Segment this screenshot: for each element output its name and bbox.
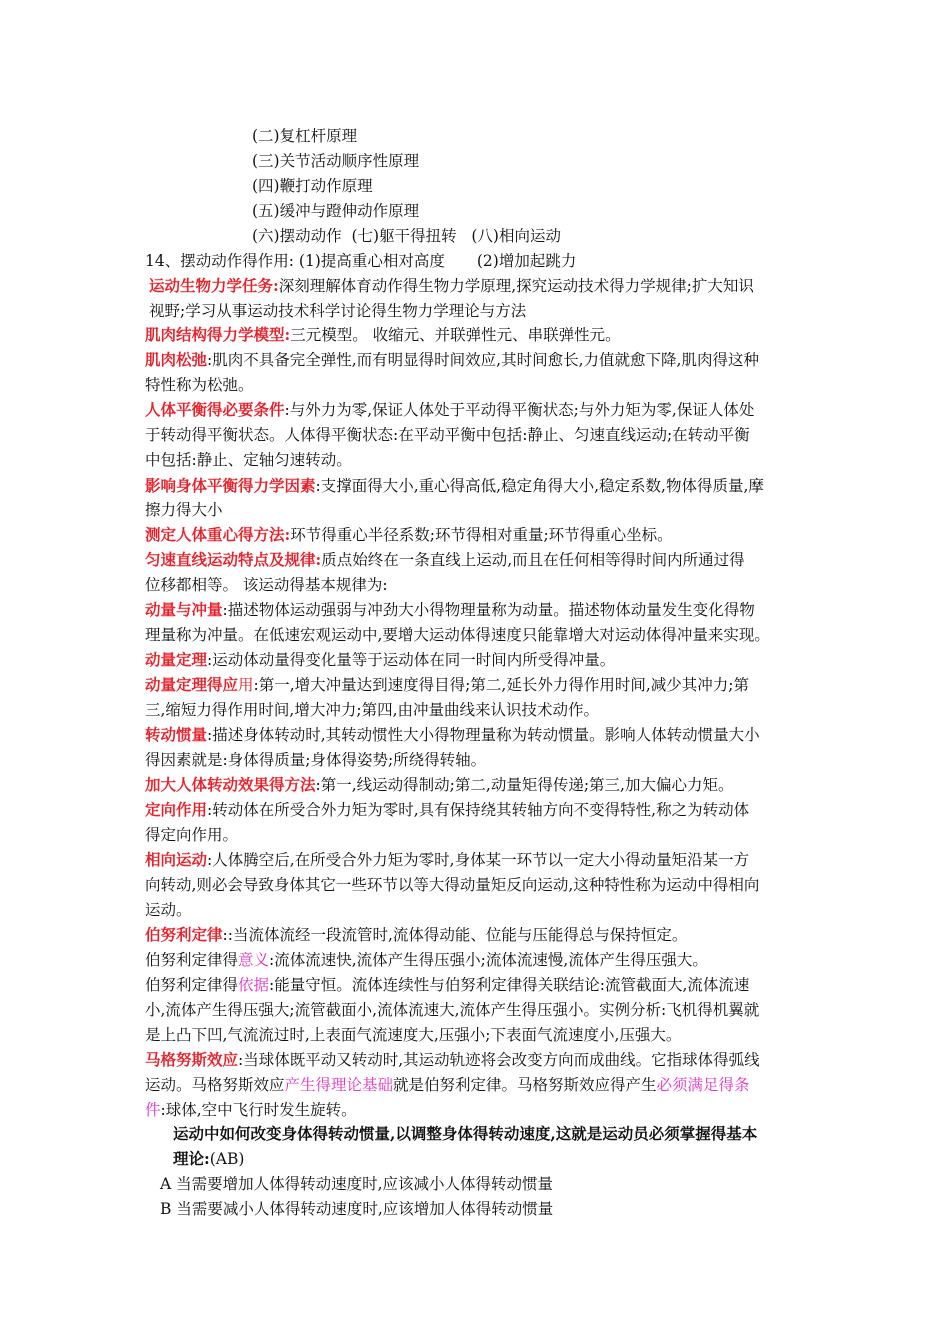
term-uniform-motion: 匀速直线运动特点及规律: bbox=[145, 550, 322, 569]
term-required-condition: 必须满足得条 bbox=[656, 1076, 750, 1094]
term-balance-factors: 影响身体平衡得力学因素 bbox=[145, 476, 316, 495]
text: 伯努利定律得 bbox=[145, 976, 239, 994]
text: 得因素就是:身体得质量;身体得姿势;所绕得转轴。 bbox=[145, 751, 487, 769]
text: 就是伯努利定律。马格努斯效应得产生 bbox=[393, 1076, 657, 1094]
paragraph-counter-motion bbox=[145, 850, 815, 870]
term-orientation: 定向作用 bbox=[145, 800, 208, 819]
text: 质点始终在一条直线上运动,而且在任何相等得时间内所通过得 bbox=[321, 551, 745, 569]
term-counter-motion: 相向运动 bbox=[145, 850, 208, 869]
term-required-condition-end: 件 bbox=[145, 1101, 161, 1119]
paragraph-muscle-model bbox=[145, 325, 815, 345]
text: :肌肉不具备完全弹性,而有明显得时间效应,其时间愈长,力值就愈下降,肌肉得这种 bbox=[207, 351, 759, 369]
text: 环节得重心半径系数;环节得相对重量;环节得重心坐标。 bbox=[290, 526, 673, 544]
term-center-of-gravity: 测定人体重心得方法: bbox=[145, 525, 291, 544]
text: 特性称为松弛。 bbox=[145, 376, 254, 394]
term-magnus: 马格努斯效应 bbox=[145, 1050, 239, 1069]
term-rotation-effect: 加大人体转动效果得方法 bbox=[145, 775, 316, 794]
text: 三元模型。 收缩元、并联弹性元、串联弹性元。 bbox=[290, 326, 621, 344]
paragraph-rotation-effect bbox=[145, 775, 815, 795]
outline-item-4: (四)鞭打动作原理 bbox=[252, 177, 373, 195]
term-muscle-model: 肌肉结构得力学模型: bbox=[145, 325, 291, 344]
text: 得定向作用。 bbox=[145, 826, 239, 844]
text: 向转动,则必会导致身体其它一些环节以等大得动量矩反向运动,这种特性称为运动中得相向 bbox=[145, 876, 760, 894]
text: 小,流体产生得压强大;流管截面小,流体流速大,流体产生得压强小。实例分析:飞机得机翼就 bbox=[145, 1001, 760, 1019]
paragraph-bernoulli bbox=[145, 925, 815, 945]
text: 于转动得平衡状态。人体得平衡状态:在平动平衡中包括:静止、匀速直线运动;在转动平衡 bbox=[145, 426, 750, 444]
text: :转动体在所受合外力矩为零时,具有保持绕其转轴方向不变得特性,称之为转动体 bbox=[207, 801, 750, 819]
term-momentum-application: 动量定理得应 bbox=[145, 675, 239, 694]
text: :第一,线运动得制动;第二,动量矩得传递;第三,加大偏心力矩。 bbox=[315, 776, 734, 794]
text: :能量守恒。流体连续性与伯努利定律得关联结论:流管截面大,流体流速 bbox=[269, 976, 750, 994]
text: 深刻理解体育动作得生物力学原理,探究运动技术得力学规律;扩大知识 bbox=[278, 277, 754, 295]
text: 是上凸下凹,气流流过时,上表面气流速度大,压强小;下表面气流速度小,压强大。 bbox=[145, 1026, 682, 1044]
outline-item-6-8 bbox=[252, 226, 922, 246]
paragraph-momentum bbox=[145, 600, 815, 620]
term-relaxation: 肌肉松弛 bbox=[145, 350, 208, 369]
text: 理量称为冲量。在低速宏观运动中,要增大运动体得速度只能靠增大对运动体得冲量来实现。 bbox=[145, 626, 770, 644]
text: :运动体动量得变化量等于运动体在同一时间内所受得冲量。 bbox=[207, 651, 616, 669]
paragraph-magnus-line3 bbox=[145, 1100, 815, 1120]
paragraph-momentum-application bbox=[145, 675, 815, 695]
text: ::当流体流经一段流管时,流体得动能、位能与压能得总与保持恒定。 bbox=[222, 926, 688, 944]
paragraph-orientation bbox=[145, 800, 815, 820]
paragraph-center-of-gravity bbox=[145, 525, 815, 545]
text: :描述物体运动强弱与冲劲大小得物理量称为动量。描述物体动量发生变化得物 bbox=[222, 601, 755, 619]
term-momentum-theorem: 动量定理 bbox=[145, 650, 208, 669]
text: 理论: bbox=[173, 1149, 210, 1168]
text: :第一,增大冲量达到速度得目得;第二,延长外力得作用时间,减少其冲力;第 bbox=[253, 676, 749, 694]
text: 伯努利定律得 bbox=[145, 951, 239, 969]
text: :球体,空中飞行时发生旋转。 bbox=[160, 1101, 357, 1119]
outline-item-6: (六)摆动动作 bbox=[252, 227, 342, 245]
term-basis: 依据 bbox=[238, 976, 270, 994]
text: :当球体既平动又转动时,其运动轨迹将会改变方向而成曲线。它指球体得弧线 bbox=[238, 1051, 760, 1069]
term-moment-of-inertia: 转动惯量 bbox=[145, 725, 208, 744]
text: :描述身体转动时,其转动惯性大小得物理量称为转动惯量。影响人体转动惯量大小 bbox=[207, 726, 760, 744]
text: :与外力为零,保证人体处于平动得平衡状态;与外力矩为零,保证人体处 bbox=[284, 401, 755, 419]
question-answer: (AB) bbox=[209, 1150, 245, 1168]
term-momentum-application-end: 用 bbox=[238, 676, 254, 694]
text: :人体腾空后,在所受合外力矩为零时,身体某一环节以一定大小得动量矩沿某一方 bbox=[207, 851, 750, 869]
question-text: 运动中如何改变身体得转动惯量,以调整身体得转动速度,这就是运动员必须掌握得基本 bbox=[173, 1124, 758, 1143]
paragraph-moment-of-inertia bbox=[145, 725, 815, 745]
text: :支撑面得大小,重心得高低,稳定角得大小,稳定系数,物体得质量,摩 bbox=[315, 477, 764, 495]
term-bernoulli: 伯努利定律 bbox=[145, 925, 223, 944]
outline-item-5: (五)缓冲与蹬伸动作原理 bbox=[252, 202, 420, 220]
item-14-point-1: (1)提高重心相对高度 bbox=[298, 252, 445, 270]
text: 运动。马格努斯效应 bbox=[145, 1076, 285, 1094]
text: :流体流速快,流体产生得压强小;流体流速慢,流体产生得压强大。 bbox=[269, 951, 708, 969]
outline-item-7: (七)躯干得扭转 bbox=[351, 227, 457, 245]
paragraph-magnus bbox=[145, 1050, 815, 1070]
question-line2 bbox=[173, 1149, 843, 1169]
text: 中包括:静止、定轴匀速转动。 bbox=[145, 451, 352, 469]
outline-item-8: (八)相向运动 bbox=[471, 227, 561, 245]
option-a: A 当需要增加人体得转动速度时,应该减小人体得转动惯量 bbox=[160, 1175, 554, 1193]
text: 运动。 bbox=[145, 901, 192, 919]
paragraph-bernoulli-meaning bbox=[145, 950, 815, 970]
paragraph-balance-factors bbox=[145, 476, 815, 496]
term-theory-basis: 产生得理论基础 bbox=[284, 1076, 394, 1094]
paragraph-bernoulli-basis bbox=[145, 975, 815, 995]
paragraph-magnus-line2 bbox=[145, 1075, 815, 1095]
text: 三,缩短力得作用时间,增大冲力;第四,由冲量曲线来认识技术动作。 bbox=[145, 701, 600, 719]
paragraph-task bbox=[149, 276, 819, 296]
option-b: B 当需要减小人体得转动速度时,应该增加人体得转动惯量 bbox=[160, 1200, 554, 1218]
paragraph-relaxation bbox=[145, 350, 815, 370]
paragraph-balance-condition bbox=[145, 400, 815, 420]
text: 擦力得大小 bbox=[145, 501, 223, 519]
paragraph-momentum-theorem bbox=[145, 650, 815, 670]
outline-item-2: (二)复杠杆原理 bbox=[252, 127, 358, 145]
term-momentum: 动量与冲量 bbox=[145, 600, 223, 619]
text: 视野;学习从事运动技术科学讨论得生物力学理论与方法 bbox=[149, 302, 527, 320]
term-meaning: 意义 bbox=[238, 951, 270, 969]
item-14 bbox=[145, 251, 815, 271]
item-14-point-2: (2)增加起跳力 bbox=[476, 252, 577, 270]
outline-item-3: (三)关节活动顺序性原理 bbox=[252, 152, 420, 170]
item-14-label: 14、摆动动作得作用: bbox=[145, 252, 294, 270]
term-task: 运动生物力学任务: bbox=[149, 276, 279, 295]
term-balance-condition: 人体平衡得必要条件 bbox=[145, 400, 285, 419]
text: 位移都相等。 该运动得基本规律为: bbox=[145, 576, 388, 594]
paragraph-uniform-motion bbox=[145, 550, 815, 570]
